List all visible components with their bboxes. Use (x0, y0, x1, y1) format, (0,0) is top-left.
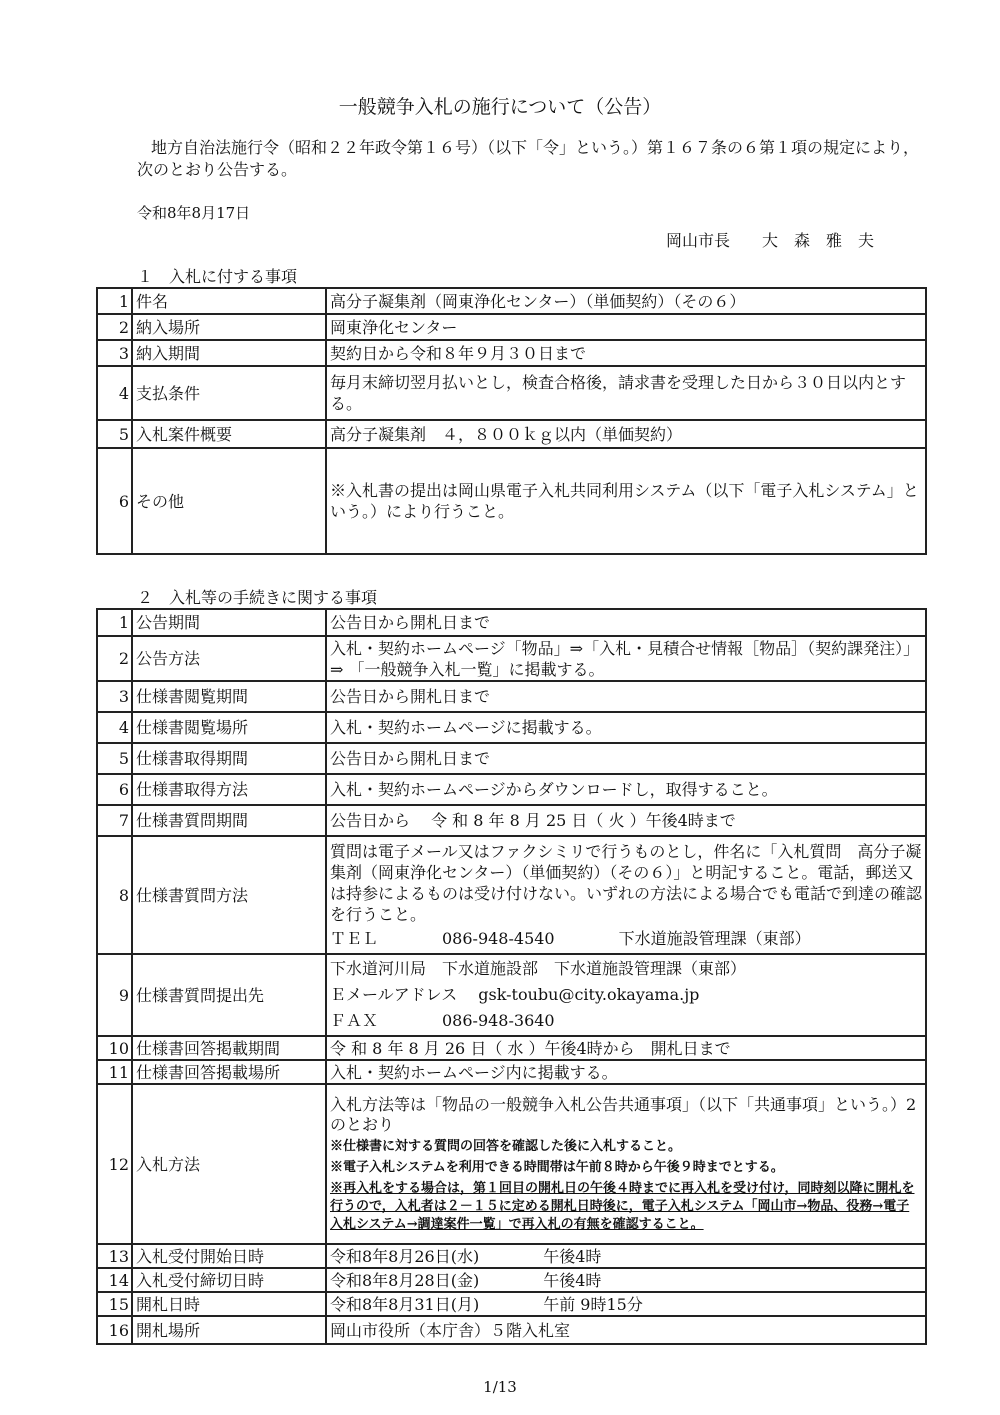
row-number: 15 (97, 1292, 132, 1316)
row-label: 支払条件 (132, 366, 326, 420)
table-row (97, 805, 926, 836)
table-row (97, 954, 926, 1036)
row-number: 10 (97, 1036, 132, 1060)
row-number: 16 (97, 1316, 132, 1344)
row-number: 3 (97, 340, 132, 366)
row-label: 件名 (132, 288, 326, 314)
row-label: 入札受付開始日時 (132, 1244, 326, 1268)
row-value: 入札方法等は「物品の一般競争入札公告共通事項」（以下「共通事項」という。）2のとおり ※仕様書に対する質問の回答を確認した後に入札すること。 ※電子入札システムを利用できる時間帯は午前８時から午後９時までとする。 ※再入札をする場合は，第１回目の開札日の午後４時までに再入札を受け付け，同時刻以降に開札を行うので，入札者は２－１５に定める開札日時後に，電子入札システム「岡山市→物品、役務→電子入札システム→調達案件一覧」で再入札の有無を確認すること。 (326, 1084, 926, 1244)
table-row (97, 1316, 926, 1344)
row-number: 8 (97, 836, 132, 954)
row-label: 仕様書閲覧場所 (132, 712, 326, 743)
table-row (97, 1036, 926, 1060)
row-value: 岡東浄化センター (326, 314, 926, 340)
row-number: 7 (97, 805, 132, 836)
table-row (97, 774, 926, 805)
row-value: 入札・契約ホームページ内に掲載する。 (326, 1060, 926, 1084)
row-number: 2 (97, 314, 132, 340)
row-number: 9 (97, 954, 132, 1036)
row-value: 公告日から開札日まで (326, 681, 926, 712)
row-value: 契約日から令和８年９月３０日まで (326, 340, 926, 366)
table-row (97, 681, 926, 712)
row-label: 仕様書質問期間 (132, 805, 326, 836)
table-row (97, 314, 926, 340)
row-number: 5 (97, 420, 132, 448)
row-number: 11 (97, 1060, 132, 1084)
row-label: その他 (132, 448, 326, 554)
table-row (97, 1060, 926, 1084)
row-value: 入札・契約ホームページからダウンロードし，取得すること。 (326, 774, 926, 805)
row-value: 令和8年8月31日(月) 午前 9時15分 (326, 1292, 926, 1316)
mayor-signature: 岡山市長 大 森 雅 夫 (666, 231, 875, 250)
row-value: 高分子凝集剤（岡東浄化センター）（単価契約）（その６） (326, 288, 926, 314)
table-row (97, 1268, 926, 1292)
announcement-date: 令和8年8月17日 (137, 204, 251, 222)
section-1-table (96, 287, 927, 555)
row-number: 1 (97, 288, 132, 314)
page-number: 1/13 (483, 1378, 517, 1396)
row-number: 3 (97, 681, 132, 712)
table-row (97, 448, 926, 554)
row-number: 13 (97, 1244, 132, 1268)
row-label: 仕様書質問方法 (132, 836, 326, 954)
row-number: 4 (97, 712, 132, 743)
row-number: 6 (97, 448, 132, 554)
table-row (97, 288, 926, 314)
row-label: 入札受付締切日時 (132, 1268, 326, 1292)
table-row (97, 366, 926, 420)
row-label: 開札場所 (132, 1316, 326, 1344)
table-row (97, 340, 926, 366)
row-value: 下水道河川局 下水道施設部 下水道施設管理課（東部） Ｅメールアドレス gsk-toubu@city.okayama.jp ＦＡＸ 086-948-3640 (326, 954, 926, 1036)
row-value: 公告日から開札日まで (326, 609, 926, 636)
table-row (97, 836, 926, 954)
row-value: 入札・契約ホームページ「物品」⇒「入札・見積合せ情報［物品］（契約課発注）」⇒ 「一般競争入札一覧」に掲載する。 (326, 636, 926, 681)
row-value: 質問は電子メール又はファクシミリで行うものとし，件名に「入札質問 高分子凝集剤（岡東浄化センター）（単価契約）（その６）」と明記すること。電話，郵送又は持参によるものは受け付けない。いずれの方法による場合でも電話で到達の確認を行うこと。 ＴＥＬ 086-948-4540 下水道施設管理課（東部） (326, 836, 926, 954)
row-number: 14 (97, 1268, 132, 1292)
row-label: 公告期間 (132, 609, 326, 636)
document-title: 一般競争入札の施行について（公告） (338, 96, 662, 118)
intro-paragraph: 地方自治法施行令（昭和２２年政令第１６号）（以下「令」という。）第１６７条の６第１項の規定により，次のとおり公告する。 (137, 138, 920, 179)
row-label: 仕様書閲覧期間 (132, 681, 326, 712)
table-row (97, 1244, 926, 1268)
row-label: 仕様書回答掲載場所 (132, 1060, 326, 1084)
row-label: 入札方法 (132, 1084, 326, 1244)
table-row (97, 636, 926, 681)
row-value: 令和8年8月28日(金) 午後4時 (326, 1268, 926, 1292)
row-label: 公告方法 (132, 636, 326, 681)
row-label: 仕様書質問提出先 (132, 954, 326, 1036)
row-number: 5 (97, 743, 132, 774)
table-row (97, 1292, 926, 1316)
row-value: 岡山市役所（本庁舎）５階入札室 (326, 1316, 926, 1344)
section-1-heading: １ 入札に付する事項 (137, 267, 298, 286)
row-number: 4 (97, 366, 132, 420)
row-label: 仕様書回答掲載期間 (132, 1036, 326, 1060)
row-label: 仕様書取得期間 (132, 743, 326, 774)
row-value: 令和8年8月26日(水) 午後4時 (326, 1244, 926, 1268)
row-value: 高分子凝集剤 ４，８００ｋｇ以内（単価契約） (326, 420, 926, 448)
row-value: 令 和 8 年 8 月 26 日（ 水 ）午後4時から 開札日まで (326, 1036, 926, 1060)
section-2-heading: ２ 入札等の手続きに関する事項 (137, 588, 378, 607)
row-number: 2 (97, 636, 132, 681)
row-label: 開札日時 (132, 1292, 326, 1316)
row-value: 毎月末締切翌月払いとし，検査合格後，請求書を受理した日から３０日以内とする。 (326, 366, 926, 420)
row-label: 入札案件概要 (132, 420, 326, 448)
row-number: 6 (97, 774, 132, 805)
row-number: 12 (97, 1084, 132, 1244)
table-row (97, 1084, 926, 1244)
row-value: 入札・契約ホームページに掲載する。 (326, 712, 926, 743)
table-row (97, 609, 926, 636)
table-row (97, 420, 926, 448)
row-label: 納入場所 (132, 314, 326, 340)
table-row (97, 743, 926, 774)
table-row (97, 712, 926, 743)
section-2-table (96, 608, 927, 1345)
row-label: 仕様書取得方法 (132, 774, 326, 805)
row-value: 公告日から開札日まで (326, 743, 926, 774)
row-label: 納入期間 (132, 340, 326, 366)
row-value: ※入札書の提出は岡山県電子入札共同利用システム（以下「電子入札システム」という。）により行うこと。 (326, 448, 926, 554)
row-value: 公告日から 令 和 8 年 8 月 25 日（ 火 ）午後4時まで (326, 805, 926, 836)
row-number: 1 (97, 609, 132, 636)
